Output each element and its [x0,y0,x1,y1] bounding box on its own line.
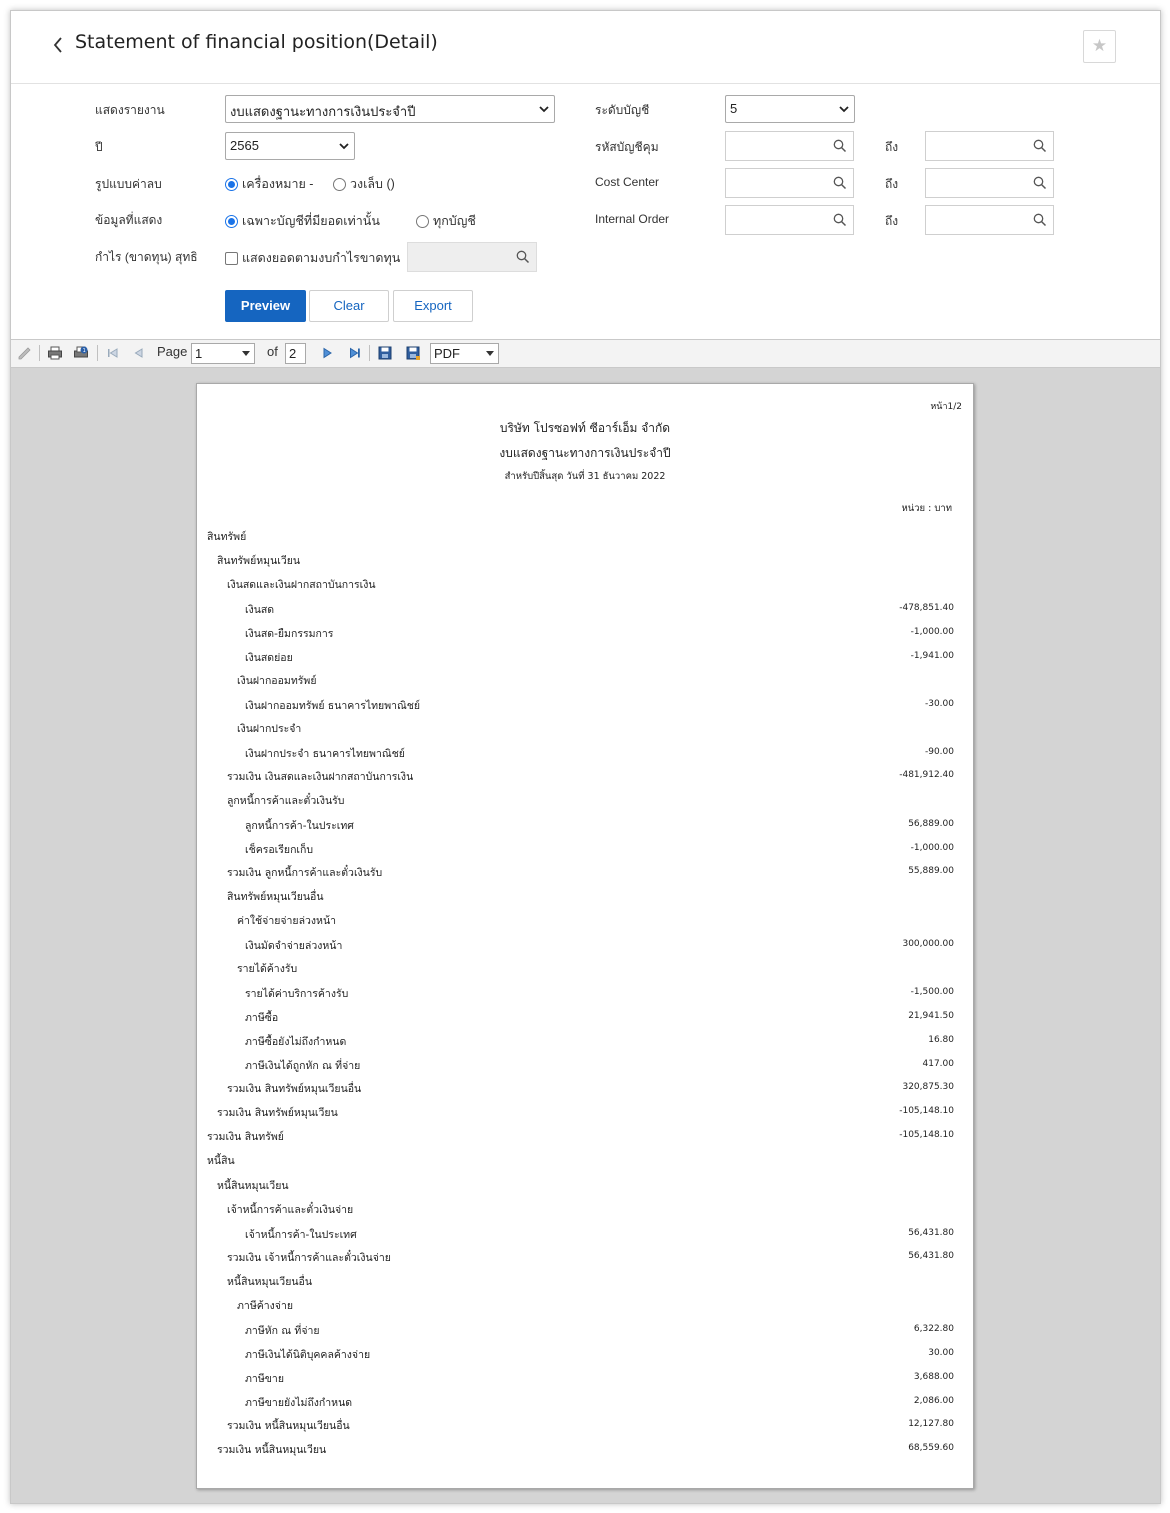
caret-down-icon [242,351,250,357]
report-row [197,649,973,663]
page-indicator: หน้า1/2 [930,402,962,412]
report-label: แสดงรายงาน [95,103,165,117]
report-row [197,576,973,590]
report-row-label: ภาษีซื้อ [245,1012,279,1024]
report-row-value: 56,889.00 [908,819,954,829]
app-window [10,10,1161,1504]
export-button[interactable]: Export [393,290,473,322]
cost-center-from-input[interactable] [725,168,854,198]
report-row-value: 3,688.00 [913,1372,954,1382]
report-row-label: ภาษีค้างจ่าย [237,1300,293,1312]
chevron-left-icon [51,33,65,57]
cost-center-label: Cost Center [595,175,660,189]
report-row [197,768,973,782]
report-row [197,1370,973,1384]
report-row [197,817,973,831]
search-icon[interactable] [833,213,847,227]
report-row-label: รวมเงิน หนี้สินหมุนเวียนอื่น [227,1420,350,1432]
report-row-label: รวมเงิน เงินสดและเงินฝากสถาบันการเงิน [227,771,414,783]
radio-selected-icon [225,178,238,191]
report-row [197,960,973,974]
report-row-label: รายได้ค่าบริการค้างรับ [245,988,349,1000]
report-row-label: รวมเงิน ลูกหนี้การค้าและตั๋วเงินรับ [227,867,383,879]
report-row [197,1201,973,1215]
report-row-label: หนี้สิน [207,1155,235,1167]
report-row [197,1009,973,1023]
report-row-label: เงินฝากออมทรัพย์ [237,675,317,687]
favorite-button[interactable] [1083,30,1116,63]
report-row-label: เงินฝากประจำ [237,723,302,735]
export-format-select[interactable] [430,343,499,364]
report-row [197,1394,973,1408]
caret-down-icon [486,351,494,357]
unit-label: หน่วย : บาท [901,503,952,514]
report-row-value: -1,500.00 [910,987,954,997]
export-format-value: PDF [434,346,460,361]
report-row [197,841,973,855]
report-row [197,864,973,878]
report-row-value: 55,889.00 [908,866,954,876]
report-row-label: เงินสดและเงินฝากสถาบันการเงิน [227,579,376,591]
report-row-label: ภาษีหัก ณ ที่จ่าย [245,1325,320,1337]
chevron-down-icon [339,141,349,151]
report-row-value: -30.00 [924,699,954,709]
radio-unselected-icon [416,215,429,228]
report-row-label: ลูกหนี้การค้า-ในประเทศ [245,820,354,832]
report-row [197,912,973,926]
report-row-value: 2,086.00 [913,1396,954,1406]
report-row [197,1226,973,1240]
all-accounts-radio-label: ทุกบัญชี [433,214,476,228]
to-label: ถึง [885,140,899,154]
control-account-label: รหัสบัญชีคุม [595,140,659,154]
report-row-value: -478,851.40 [899,603,954,613]
report-row-label: สินทรัพย์หมุนเวียนอื่น [227,891,324,903]
of-label: of [267,344,278,359]
report-row [197,745,973,759]
search-icon[interactable] [833,139,847,153]
report-row-label: เงินสดย่อย [245,652,293,664]
internal-order-to-input[interactable] [925,205,1054,235]
report-row-value: 300,000.00 [902,939,954,949]
report-row-label: เจ้าหนี้การค้าและตั๋วเงินจ่าย [227,1204,354,1216]
report-row-label: ภาษีเงินได้นิติบุคคลค้างจ่าย [245,1349,371,1361]
report-row [197,1104,973,1118]
report-row-value: 68,559.60 [908,1443,954,1453]
page-title: Statement of financial position(Detail) [75,31,438,53]
first-page-icon[interactable] [105,345,121,361]
report-row-label: รวมเงิน เจ้าหนี้การค้าและตั๋วเงินจ่าย [227,1252,391,1264]
internal-order-label: Internal Order [595,212,670,226]
report-row-label: รวมเงิน หนี้สินหมุนเวียน [217,1444,327,1456]
report-row-label: เช็ครอเรียกเก็บ [245,844,314,856]
report-row [197,888,973,902]
report-row [197,552,973,566]
report-row [197,601,973,615]
profit-lookup-input [407,242,537,272]
year-select-value: 2565 [230,138,259,153]
report-row-value: 6,322.80 [913,1324,954,1334]
negative-format-label: รูปแบบค่าลบ [95,177,162,191]
internal-order-from-input[interactable] [725,205,854,235]
year-select[interactable] [225,132,355,160]
report-row [197,1057,973,1071]
balance-only-radio-label: เฉพาะบัญชีที่มียอดเท่านั้น [242,214,380,228]
report-row [197,1033,973,1047]
toolbar-divider [97,345,98,361]
report-row [197,672,973,686]
report-row [197,985,973,999]
report-row-label: เงินมัดจำจ่ายล่วงหน้า [245,940,343,952]
negative-parenthesis-radio[interactable] [333,174,395,194]
report-viewer[interactable] [11,368,1160,1503]
report-row-value: -1,000.00 [910,843,954,853]
search-icon [516,250,530,264]
year-label: ปี [95,140,103,154]
report-row-value: 56,431.80 [908,1251,954,1261]
chevron-down-icon [839,104,849,114]
report-period: สำหรับปีสิ้นสุด วันที่ 31 ธันวาคม 2022 [504,471,666,482]
report-row-value: 417.00 [922,1059,954,1069]
report-row-value: -105,148.10 [899,1130,954,1140]
report-row-label: เงินฝากประจำ ธนาคารไทยพาณิชย์ [245,748,405,760]
net-profit-label: กำไร (ขาดทุน) สุทธิ [95,250,198,264]
report-row-label: เงินฝากออมทรัพย์ ธนาคารไทยพาณิชย์ [245,700,421,712]
account-level-value: 5 [730,101,738,116]
toolbar-divider [39,345,40,361]
search-icon[interactable] [1033,176,1047,190]
report-row [197,1128,973,1142]
report-row-label: ค่าใช้จ่ายจ่ายล่วงหน้า [237,915,337,927]
page-label: Page [157,344,188,359]
report-row [197,1080,973,1094]
negative-parenthesis-radio-label: วงเล็บ () [350,177,395,191]
report-row-label: หนี้สินหมุนเวียน [217,1180,289,1192]
report-row-value: -105,148.10 [899,1106,954,1116]
report-row [197,1177,973,1191]
report-row-label: รวมเงิน สินทรัพย์หมุนเวียนอื่น [227,1083,362,1095]
company-name: บริษัท โปรซอฟท์ ซีอาร์เอ็ม จำกัด [499,421,671,435]
chevron-down-icon [539,104,549,114]
checkbox-unchecked-icon [225,252,238,265]
report-row-value: -1,000.00 [910,627,954,637]
report-viewer-toolbar [11,339,1160,368]
star-icon: ★ [1091,36,1108,56]
report-row-label: ภาษีซื้อยังไม่ถึงกำหนด [245,1036,347,1048]
all-accounts-radio[interactable] [416,211,476,231]
report-row [197,1297,973,1311]
report-title: งบแสดงฐานะทางการเงินประจำปี [499,446,671,460]
report-row-label: ภาษีขาย [245,1373,284,1385]
report-row-label: ภาษีเงินได้ถูกหัก ณ ที่จ่าย [245,1060,361,1072]
report-row-value: 56,431.80 [908,1228,954,1238]
control-account-from-input[interactable] [725,131,854,161]
page-number-select[interactable] [191,343,255,364]
previous-page-icon[interactable] [131,345,147,361]
report-row [197,720,973,734]
balance-only-radio[interactable] [225,211,380,231]
search-icon[interactable] [833,176,847,190]
report-row-value: 320,875.30 [902,1082,954,1092]
last-page-icon[interactable] [347,345,363,361]
clear-button[interactable]: Clear [309,290,389,322]
report-row-value: 12,127.80 [908,1419,954,1429]
negative-sign-radio[interactable] [225,174,313,194]
report-row-label: ลูกหนี้การค้าและตั๋วเงินรับ [227,795,345,807]
report-page [196,383,974,1489]
report-row [197,1249,973,1263]
report-row [197,937,973,951]
report-row-label: หนี้สินหมุนเวียนอื่น [227,1276,313,1288]
report-row-label: สินทรัพย์ [207,531,247,543]
to-label: ถึง [885,214,899,228]
report-row [197,792,973,806]
report-row-value: -90.00 [924,747,954,757]
radio-unselected-icon [333,178,346,191]
report-select[interactable] [225,95,555,123]
report-row [197,1346,973,1360]
page-number-value: 1 [195,346,203,361]
total-pages-box: 2 [285,343,306,364]
report-row-label: รายได้ค้างรับ [237,963,298,975]
report-row [197,625,973,639]
report-row [197,697,973,711]
report-row-value: 30.00 [928,1348,954,1358]
page-header [11,11,1160,84]
report-row [197,528,973,542]
report-row-value: -1,941.00 [910,651,954,661]
report-row [197,1417,973,1431]
report-row-value: -481,912.40 [899,770,954,780]
report-row-value: 21,941.50 [908,1011,954,1021]
negative-sign-radio-label: เครื่องหมาย - [242,177,314,191]
report-row [197,1322,973,1336]
report-select-value: งบแสดงฐานะทางการเงินประจำปี [230,104,416,119]
search-icon[interactable] [1033,213,1047,227]
report-row [197,1441,973,1455]
control-account-to-input[interactable] [925,131,1054,161]
radio-selected-icon [225,215,238,228]
svg-text:1: 1 [82,348,86,354]
report-row-value: 16.80 [928,1035,954,1045]
save-icon[interactable] [377,345,393,361]
report-row-label: เจ้าหนี้การค้า-ในประเทศ [245,1229,357,1241]
preview-button[interactable]: Preview [225,290,306,322]
account-level-select[interactable] [725,95,855,123]
report-row-label: สินทรัพย์หมุนเวียน [217,555,301,567]
report-row-label: ภาษีขายยังไม่ถึงกำหนด [245,1397,353,1409]
report-row [197,1273,973,1287]
show-profit-checkbox[interactable] [225,248,400,268]
export-save-icon[interactable] [405,345,421,361]
report-row-label: รวมเงิน สินทรัพย์หมุนเวียน [217,1107,338,1119]
search-icon[interactable] [1033,139,1047,153]
edit-icon[interactable] [17,345,33,361]
report-row-label: เงินสด-ยืมกรรมการ [245,628,334,640]
to-label: ถึง [885,177,899,191]
toolbar-divider [369,345,370,361]
report-row-label: รวมเงิน สินทรัพย์ [207,1131,284,1143]
report-row [197,1152,973,1166]
print-icon[interactable] [47,345,63,361]
next-page-icon[interactable] [319,345,335,361]
account-level-label: ระดับบัญชี [595,103,650,117]
print-preview-icon[interactable] [73,345,89,361]
cost-center-to-input[interactable] [925,168,1054,198]
back-button[interactable] [51,33,71,57]
report-row-label: เงินสด [245,604,275,616]
show-profit-checkbox-label: แสดงยอดตามงบกำไรขาดทุน [242,251,401,265]
data-shown-label: ข้อมูลที่แสดง [95,213,163,227]
